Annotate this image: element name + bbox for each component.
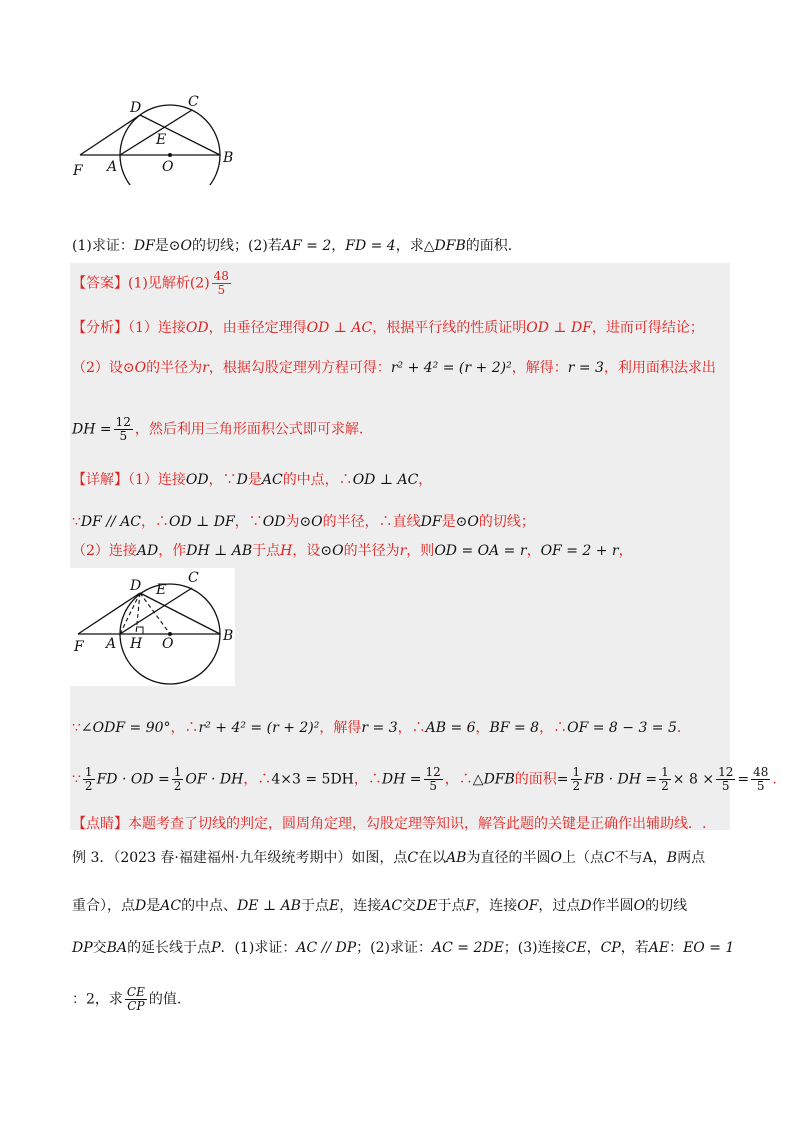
detail-line-1: 【详解】（1）连接OD，∵D是AC的中点，∴OD ⊥ AC，	[72, 472, 433, 488]
analysis-line-1: 【分析】（1）连接OD，由垂径定理得OD ⊥ AC，根据平行线的性质证明OD ⊥ DF，进而可得结论；	[72, 320, 704, 336]
line-do	[140, 593, 170, 634]
analysis-line-3: DH = $\frac{12}{5}$ ，然后利用三角形面积公式即可求解.	[72, 415, 364, 443]
half-fraction-1: $\frac{1}{2}$	[84, 765, 93, 793]
example3-line-3: DP交BA的延长线于点P．(1)求证：AC // DP；(2)求证：AC = 2DE；(3)连接CE，CP，若AE：EO = 1	[72, 940, 735, 956]
label-b: B	[223, 628, 234, 644]
half-fraction-2: $\frac{1}{2}$	[173, 765, 182, 793]
label-a: A	[106, 636, 117, 652]
label-e: E	[156, 582, 167, 598]
detail-line-3: （2）连接AD，作DH ⊥ AB于点H，设⊙O的半径为r，则OD = OA = r，OF = 2 + r，	[72, 543, 633, 559]
label-c: C	[188, 94, 199, 110]
dh-fraction: $\frac{12}{5}$	[115, 415, 131, 443]
geometry-figure-detail	[70, 568, 240, 686]
detail-line-4: ∵∠ODF = 90°，∴r² + 4² = (r + 2)²，解得r = 3，∴AB = 6，BF = 8，∴OF = 8 − 3 = 5.	[72, 720, 682, 736]
label-o: O	[162, 636, 174, 652]
comment-line: 【点睛】本题考查了切线的判定，圆周角定理，勾股定理等知识，解答此题的关键是正确作出辅助线．.	[72, 816, 707, 832]
label-e: E	[156, 132, 167, 148]
geometry-figure-top	[70, 90, 240, 185]
detail-line-5: ∵ $\frac{1}{2}$ FD · OD = $\frac{1}{2}$ OF · DH，∴4×3 = 5DH，∴DH = $\frac{12}{5}$ ，∴△DFB的面积= $\frac{1}{2}$ FB · DH = $\frac{1}{2}$ × 8 × $\frac{12}{5}$ = $\frac{48}{5}$ .	[72, 765, 777, 793]
label-b: B	[223, 150, 234, 166]
half-fraction-3: $\frac{1}{2}$	[572, 765, 581, 793]
label-c: C	[188, 570, 199, 586]
label-d: D	[130, 100, 142, 116]
example3-line-1: 例 3．（2023 春·福建福州·九年级统考期中）如图，点C在以AB为直径的半圆O上（点C不与A，B两点	[72, 850, 706, 866]
label-o: O	[162, 159, 174, 175]
example3-line-4: ：2，求 $\frac{CE}{CP}$ 的值.	[72, 985, 182, 1013]
label-h: H	[130, 636, 143, 652]
dh-fraction-3: $\frac{12}{5}$	[718, 765, 734, 793]
example3-line-2: 重合），点D是AC的中点、DE ⊥ AB于点E，连接AC交DE于点F，连接OF，过点D作半圆O的切线	[72, 898, 688, 914]
label-a: A	[107, 159, 118, 175]
ce-cp-fraction: $\frac{CE}{CP}$	[126, 985, 145, 1013]
analysis-line-2: （2）设⊙O的半径为r，根据勾股定理列方程可得：r² + 4² = (r + 2)²，解得：r = 3，利用面积法求出	[72, 360, 716, 376]
label-d: D	[130, 578, 142, 594]
label-f: F	[73, 163, 83, 179]
dh-fraction-2: $\frac{12}{5}$	[425, 765, 441, 793]
label-f: F	[74, 639, 84, 655]
answer-fraction: $\frac{48}{5}$	[213, 269, 229, 297]
result-fraction: $\frac{48}{5}$	[753, 765, 769, 793]
half-fraction-4: $\frac{1}{2}$	[661, 765, 669, 793]
line-fd	[80, 115, 140, 155]
question-line: (1)求证：DF是⊙O的切线；(2)若AF = 2，FD = 4，求△DFB的面积.	[72, 238, 513, 254]
center-dot	[168, 153, 172, 157]
answer-line: 【答案】(1)见解析(2) $\frac{48}{5}$	[72, 269, 229, 297]
detail-line-2: ∵DF // AC，∴OD ⊥ DF，∵OD为⊙O的半径，∴直线DF是⊙O的切线；	[72, 514, 535, 530]
